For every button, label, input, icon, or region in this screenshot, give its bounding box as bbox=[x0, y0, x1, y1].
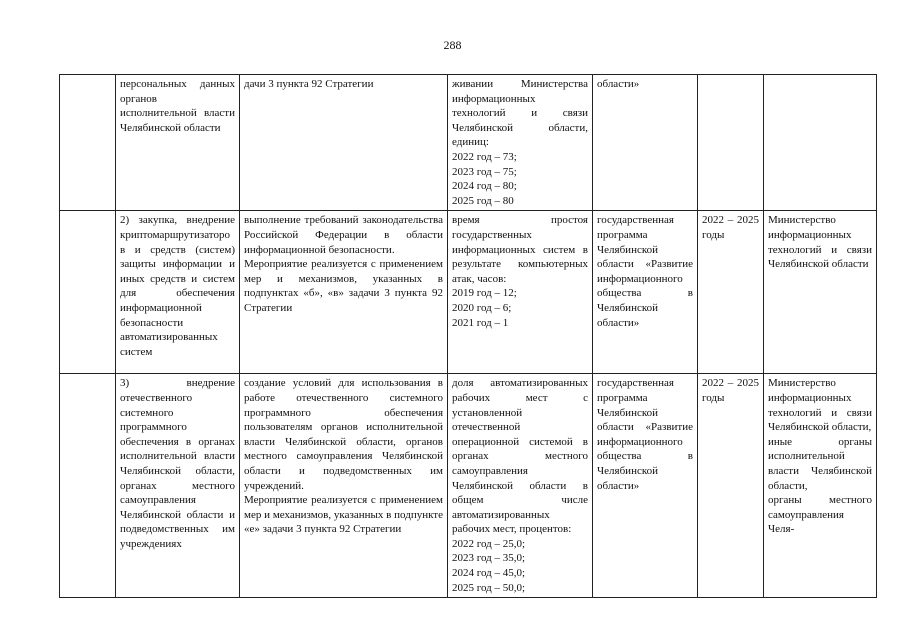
cell-indicator bbox=[448, 374, 593, 598]
cell-number bbox=[60, 211, 116, 374]
cell-period: 2022 – 2025 годы bbox=[698, 211, 764, 374]
cell-indicator bbox=[448, 211, 593, 374]
indicator-value: 2022 год – 73; bbox=[452, 150, 517, 163]
cell-indicator bbox=[448, 75, 593, 211]
cell-activity: 3) внедрение отечественного системного программного обеспечения в органах исполнительной власти Челябинской области, органах местного самоуправления Челябинской области и подведомственных им учреждениях bbox=[116, 374, 240, 598]
cell-responsible: Министерство информационных технологий и связи Челябинской области bbox=[764, 211, 877, 374]
indicator-value: 2025 год – 80 bbox=[452, 194, 514, 207]
indicator-text: доля автоматизированных рабочих мест с установленной отечественной операционной системой в органах местного самоуправления Челябинской области в общем числе автоматизированных рабочих мест, процентов: bbox=[452, 377, 588, 536]
cell-period: 2022 – 2025 годы bbox=[698, 374, 764, 598]
indicator-value: 2023 год – 75; bbox=[452, 165, 517, 178]
table-row bbox=[60, 211, 877, 374]
cell-number bbox=[60, 374, 116, 598]
indicator-value: 2024 год – 80; bbox=[452, 180, 517, 193]
cell-responsible bbox=[764, 75, 877, 211]
indicator-value: 2021 год – 1 bbox=[452, 316, 509, 329]
cell-program: государственная программа Челябинской области «Развитие информационного общества в Челябинской области» bbox=[593, 211, 698, 374]
cell-expected-result bbox=[240, 374, 448, 598]
cell-expected-result: дачи 3 пункта 92 Стратегии bbox=[240, 75, 448, 211]
indicator-value: 2025 год – 50,0; bbox=[452, 581, 526, 594]
indicator-value: 2023 год – 35,0; bbox=[452, 552, 526, 565]
result-paragraph: Мероприятие реализуется с применением мер и механизмов, указанных в подпункте «е» задачи 3 пункта 92 Стратегии bbox=[244, 494, 443, 536]
cell-activity: персональных данных органов исполнительной власти Челябинской области bbox=[116, 75, 240, 211]
indicator-value: 2024 год – 45,0; bbox=[452, 567, 526, 580]
indicator-value: 2019 год – 12; bbox=[452, 287, 517, 300]
table-row bbox=[60, 75, 877, 211]
table-row bbox=[60, 374, 877, 598]
page-number: 288 bbox=[443, 38, 462, 52]
responsible-paragraph: иные органы исполнительной власти Челябинской области, bbox=[768, 435, 872, 492]
cell-program: государственная программа Челябинской области «Развитие информационного общества в Челябинской области» bbox=[593, 374, 698, 598]
result-paragraph: Мероприятие реализуется с применением мер и механизмов, указанных в подпунктах «б», «в» задачи 3 пункта 92 Стратегии bbox=[244, 258, 443, 314]
cell-responsible bbox=[764, 374, 877, 598]
indicator-value: 2022 год – 25,0; bbox=[452, 537, 526, 550]
indicator-text: время простоя государственных информационных систем в результате компьютерных атак, часов: bbox=[452, 214, 588, 285]
cell-activity: 2) закупка, внедрение криптомаршрутизаторов и средств (систем) защиты информации и иных средств и систем для обеспечения информационной безопасности автоматизированных систем bbox=[116, 211, 240, 374]
cell-period bbox=[698, 75, 764, 211]
result-paragraph: создание условий для использования в работе отечественного системного программного обеспечения пользователям органов исполнительной власти Челябинской области, органов местного самоуправления Челябинской области и подведомственных им учреждений. bbox=[244, 377, 443, 492]
indicator-text: живании Министерства информационных технологий и связи Челябинской области, единиц: bbox=[452, 78, 588, 149]
document-table bbox=[59, 74, 877, 598]
responsible-paragraph: органы местного самоуправления Челя- bbox=[768, 494, 872, 536]
cell-number bbox=[60, 75, 116, 211]
indicator-value: 2020 год – 6; bbox=[452, 301, 512, 314]
responsible-paragraph: Министерство информационных технологий и связи Челябинской области, bbox=[768, 377, 872, 434]
result-paragraph: выполнение требований законодательства Российской Федерации в области информационной безопасности. bbox=[244, 214, 443, 256]
cell-expected-result bbox=[240, 211, 448, 374]
cell-program: области» bbox=[593, 75, 698, 211]
